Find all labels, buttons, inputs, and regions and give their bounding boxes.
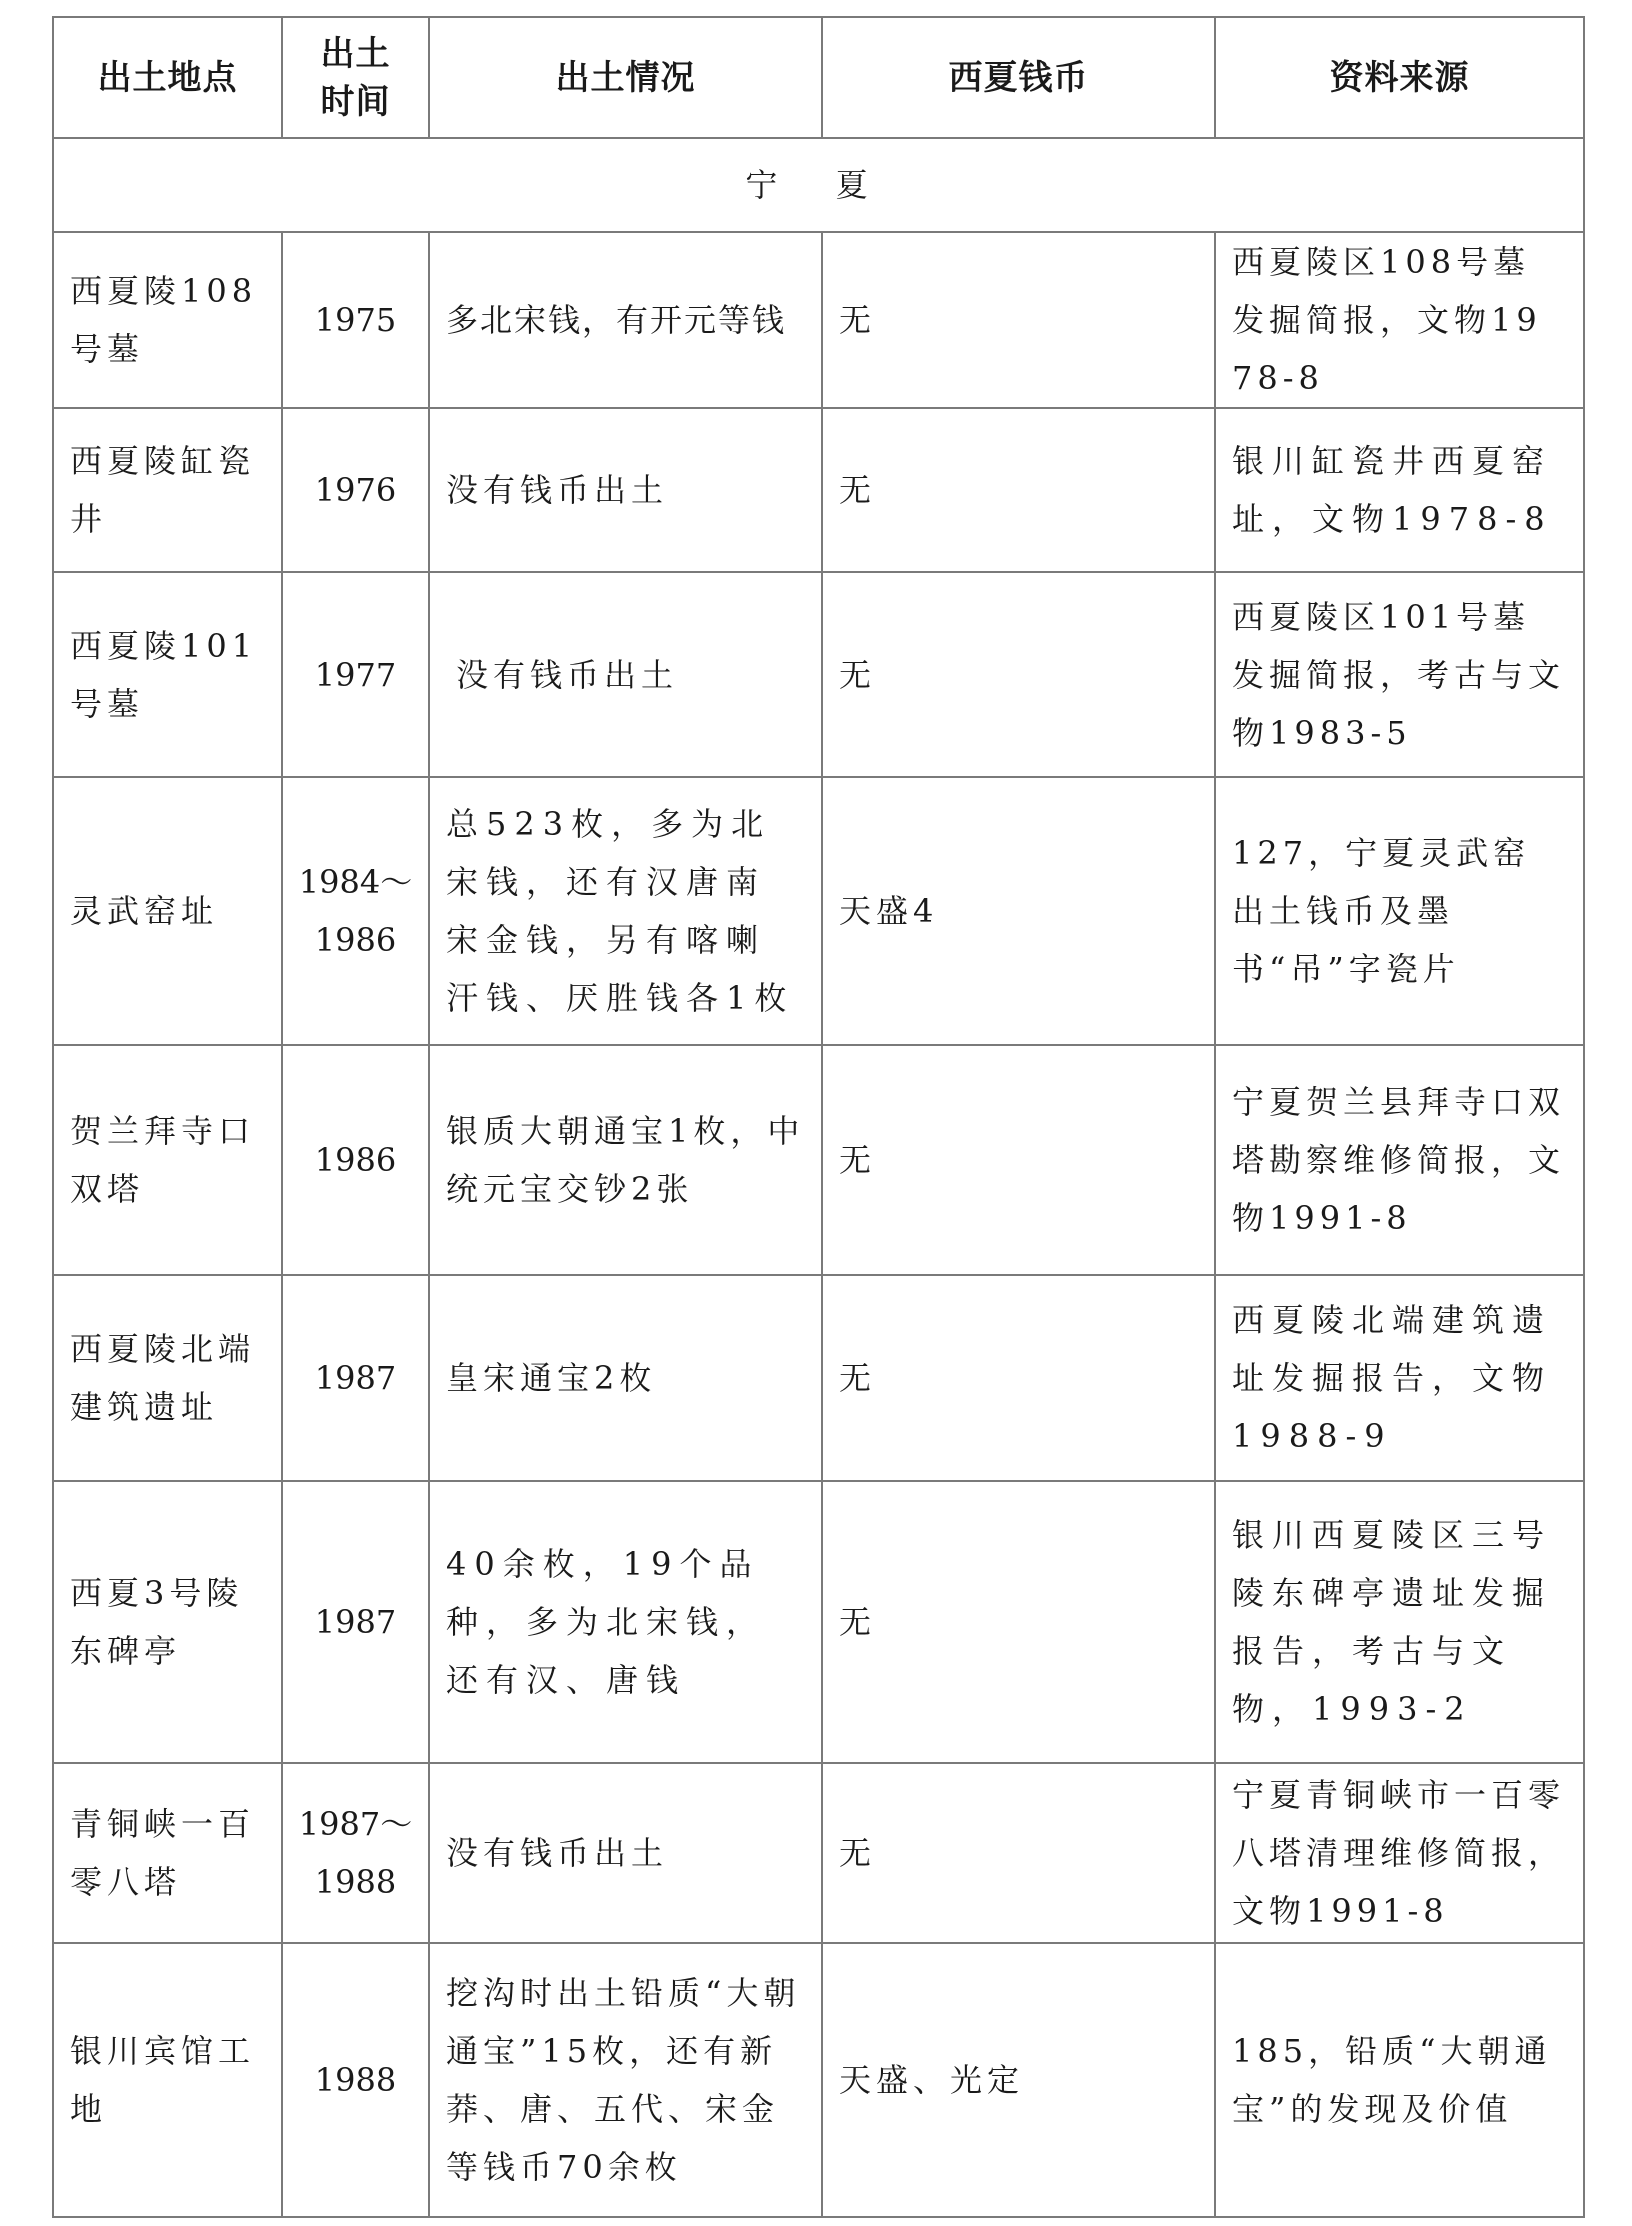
header-xixia-coins: 西夏钱币 bbox=[822, 17, 1215, 138]
cell-source: 185，铅质“大朝通宝”的发现及价值 bbox=[1215, 1943, 1584, 2217]
table-row bbox=[53, 1763, 1584, 1943]
cell-xixia-coins: 无 bbox=[822, 1481, 1215, 1763]
cell-location: 灵武窑址 bbox=[53, 777, 282, 1045]
cell-location: 西夏陵108号墓 bbox=[53, 232, 282, 408]
table-row bbox=[53, 1481, 1584, 1763]
table-row bbox=[53, 1045, 1584, 1275]
header-year: 出土时间 bbox=[282, 17, 429, 138]
cell-location: 西夏陵缸瓷井 bbox=[53, 408, 282, 572]
cell-situation: 银质大朝通宝1枚，中统元宝交钞2张 bbox=[429, 1045, 822, 1275]
cell-year: 1987～1988 bbox=[282, 1763, 429, 1943]
table-row bbox=[53, 1275, 1584, 1481]
cell-situation: 总523枚，多为北宋钱，还有汉唐南宋金钱，另有喀喇汗钱、厌胜钱各1枚 bbox=[429, 777, 822, 1045]
cell-year: 1988 bbox=[282, 1943, 429, 2217]
cell-year: 1987 bbox=[282, 1275, 429, 1481]
table-row bbox=[53, 408, 1584, 572]
cell-situation: 挖沟时出土铅质“大朝通宝”15枚，还有新莽、唐、五代、宋金等钱币70余枚 bbox=[429, 1943, 822, 2217]
cell-xixia-coins: 无 bbox=[822, 1275, 1215, 1481]
cell-year: 1986 bbox=[282, 1045, 429, 1275]
region-row bbox=[53, 138, 1584, 232]
cell-year: 1976 bbox=[282, 408, 429, 572]
cell-source: 西夏陵区101号墓发掘简报，考古与文物1983-5 bbox=[1215, 572, 1584, 777]
cell-situation: 多北宋钱，有开元等钱 bbox=[429, 232, 822, 408]
cell-source: 银川缸瓷井西夏窑址，文物1978-8 bbox=[1215, 408, 1584, 572]
cell-xixia-coins: 无 bbox=[822, 1763, 1215, 1943]
cell-source: 宁夏青铜峡市一百零八塔清理维修简报，文物1991-8 bbox=[1215, 1763, 1584, 1943]
cell-situation: 皇宋通宝2枚 bbox=[429, 1275, 822, 1481]
cell-xixia-coins: 天盛、光定 bbox=[822, 1943, 1215, 2217]
region-label: 宁 夏 bbox=[53, 138, 1584, 232]
cell-location: 西夏3号陵东碑亭 bbox=[53, 1481, 282, 1763]
cell-situation: 没有钱币出土 bbox=[429, 1763, 822, 1943]
cell-source: 127，宁夏灵武窑出土钱币及墨书“吊”字瓷片 bbox=[1215, 777, 1584, 1045]
cell-xixia-coins: 无 bbox=[822, 572, 1215, 777]
cell-xixia-coins: 无 bbox=[822, 232, 1215, 408]
table-row bbox=[53, 1943, 1584, 2217]
cell-xixia-coins: 无 bbox=[822, 408, 1215, 572]
header-source: 资料来源 bbox=[1215, 17, 1584, 138]
cell-situation: 没有钱币出土 bbox=[429, 408, 822, 572]
cell-source: 宁夏贺兰县拜寺口双塔勘察维修简报，文物1991-8 bbox=[1215, 1045, 1584, 1275]
header-location: 出土地点 bbox=[53, 17, 282, 138]
cell-location: 西夏陵北端建筑遗址 bbox=[53, 1275, 282, 1481]
cell-xixia-coins: 天盛4 bbox=[822, 777, 1215, 1045]
cell-location: 西夏陵101号墓 bbox=[53, 572, 282, 777]
cell-year: 1977 bbox=[282, 572, 429, 777]
cell-location: 青铜峡一百零八塔 bbox=[53, 1763, 282, 1943]
cell-situation: 40余枚，19个品种，多为北宋钱，还有汉、唐钱 bbox=[429, 1481, 822, 1763]
cell-location: 银川宾馆工地 bbox=[53, 1943, 282, 2217]
header-row bbox=[53, 17, 1584, 138]
coin-finds-table bbox=[52, 16, 1585, 2218]
cell-year: 1975 bbox=[282, 232, 429, 408]
cell-xixia-coins: 无 bbox=[822, 1045, 1215, 1275]
cell-location: 贺兰拜寺口双塔 bbox=[53, 1045, 282, 1275]
cell-year: 1987 bbox=[282, 1481, 429, 1763]
cell-situation: 没有钱币出土 bbox=[429, 572, 822, 777]
table-row bbox=[53, 572, 1584, 777]
table-row bbox=[53, 232, 1584, 408]
cell-source: 银川西夏陵区三号陵东碑亭遗址发掘报告，考古与文物，1993-2 bbox=[1215, 1481, 1584, 1763]
cell-source: 西夏陵北端建筑遗址发掘报告，文物1988-9 bbox=[1215, 1275, 1584, 1481]
cell-source: 西夏陵区108号墓发掘简报，文物1978-8 bbox=[1215, 232, 1584, 408]
header-situation: 出土情况 bbox=[429, 17, 822, 138]
table-row bbox=[53, 777, 1584, 1045]
cell-year: 1984～1986 bbox=[282, 777, 429, 1045]
